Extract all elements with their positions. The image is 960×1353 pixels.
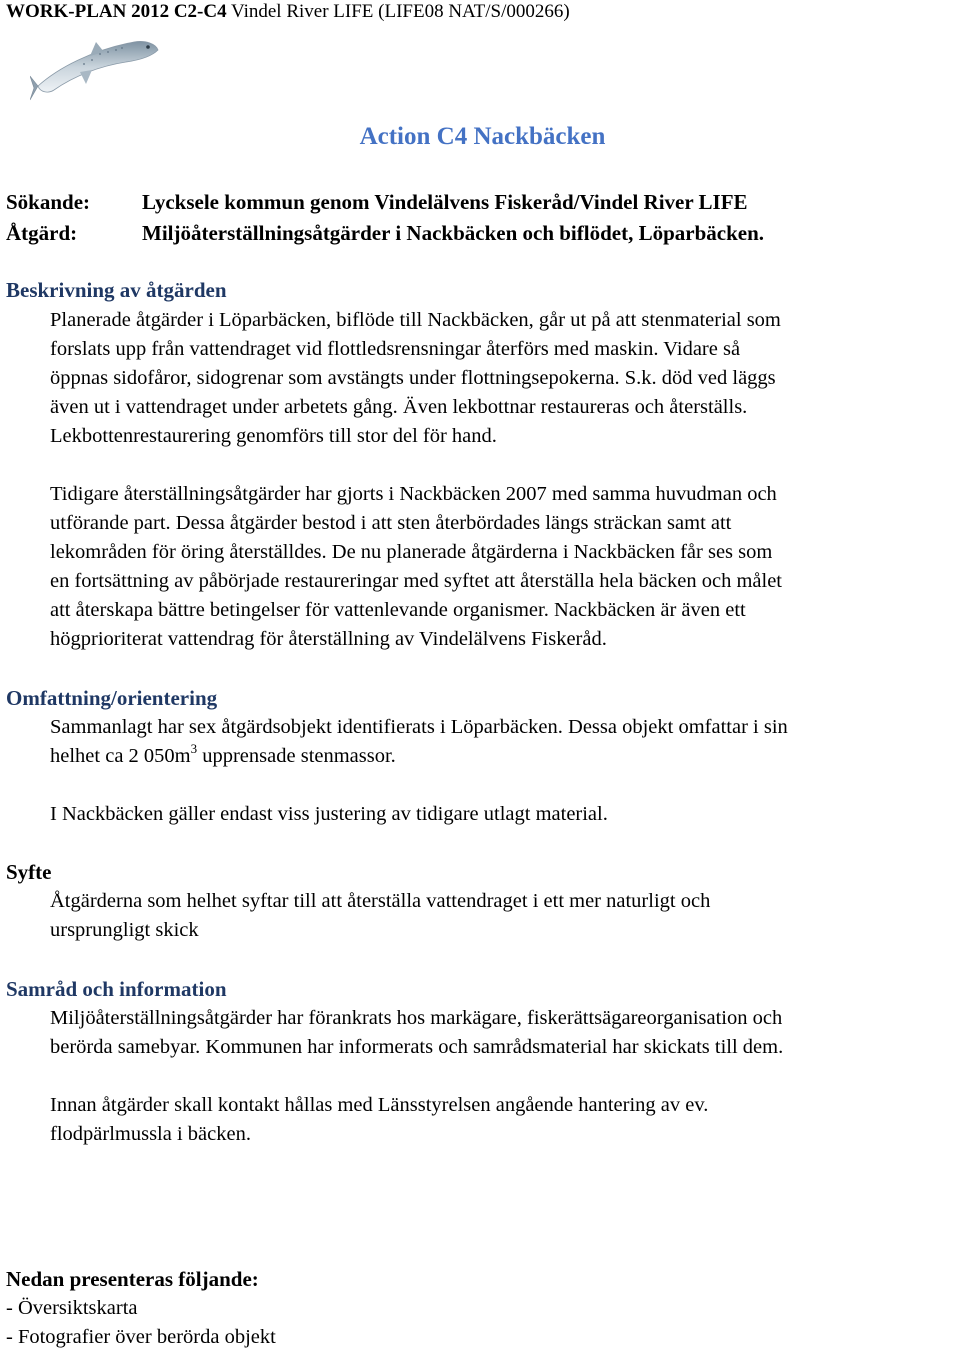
paragraph-line: en fortsättning av påbörjade restaureringar med syftet att återställa hela bäcken och målet (50, 570, 782, 592)
attachments-heading: Nedan presenteras följande: (6, 1267, 259, 1291)
paragraph-line: Lekbottenrestaurering genomförs till stor del för hand. (50, 425, 497, 447)
applicant-value: Lycksele kommun genom Vindelälvens Fiskeråd/Vindel River LIFE (142, 190, 748, 214)
scope-paragraph-2 (50, 800, 960, 829)
volume-text-tail: upprensade stenmassor. (197, 745, 396, 767)
paragraph-line: högprioriterat vattendrag för återställning av Vindelälvens Fiskeråd. (50, 628, 607, 650)
volume-text: helhet ca 2 050m (50, 745, 191, 767)
paragraph-line: Sammanlagt har sex åtgärdsobjekt identifierats i Löparbäcken. Dessa objekt omfattar i sin (50, 716, 788, 738)
description-paragraph-2 (50, 480, 960, 654)
measure-row (6, 217, 764, 249)
paragraph-line: att återskapa bättre betingelser för vattenlevande organismer. Nackbäcken är även ett (50, 599, 746, 621)
paragraph-line: lekområden för öring återställdes. De nu planerade åtgärderna i Nackbäcken får ses som (50, 541, 773, 563)
paragraph-line: Planerade åtgärder i Löparbäcken, biflöde till Nackbäcken, går ut på att stenmaterial som (50, 309, 781, 331)
scope-paragraph-1 (50, 713, 960, 771)
consultation-paragraph-2 (50, 1091, 960, 1149)
paragraph-line: öppnas sidofåror, sidogrenar som avstängts under flottningsepokerna. S.k. död ved läggs (50, 367, 776, 389)
paragraph-line: ursprungligt skick (50, 919, 199, 941)
paragraph-line: utförande part. Dessa åtgärder bestod i att sten återbördades längs sträckan samt att (50, 512, 732, 534)
scope-heading: Omfattning/orientering (6, 686, 218, 710)
applicant-row (6, 186, 748, 218)
description-heading: Beskrivning av åtgärden (6, 278, 227, 302)
description-paragraph-1 (50, 306, 960, 451)
paragraph-line: Miljöåterställningsåtgärder har förankrats hos markägare, fiskerättsägareorganisation och (50, 1007, 783, 1029)
salmon-fish-icon (30, 28, 162, 102)
measure-label: Åtgärd: (6, 221, 78, 245)
page-title: Action C4 Nackbäcken (359, 123, 606, 150)
header-plan-id: WORK-PLAN 2012 C2-C4 (6, 1, 227, 22)
header-project: Vindel River LIFE (LIFE08 NAT/S/000266) (226, 1, 570, 22)
paragraph-line: även ut i vattendraget under arbetets gång. Även lekbottnar restaureras och återställs. (50, 396, 748, 418)
document-header (6, 0, 570, 24)
list-item: - Fotografier över berörda objekt (6, 1326, 276, 1348)
attachments-list (6, 1294, 276, 1352)
paragraph-line: flodpärlmussla i bäcken. (50, 1123, 251, 1145)
consultation-paragraph-1 (50, 1004, 960, 1062)
paragraph-line: Åtgärderna som helhet syftar till att återställa vattendraget i ett mer naturligt och (50, 890, 711, 912)
paragraph-line: Tidigare återställningsåtgärder har gjorts i Nackbäcken 2007 med samma huvudman och (50, 483, 777, 505)
paragraph-line (50, 742, 960, 771)
paragraph-line: I Nackbäcken gäller endast viss justering av tidigare utlagt material. (50, 803, 608, 825)
cubic-superscript: 3 (190, 741, 198, 756)
purpose-heading: Syfte (6, 860, 52, 884)
paragraph-line: Innan åtgärder skall kontakt hållas med Länsstyrelsen angående hantering av ev. (50, 1094, 709, 1116)
purpose-paragraph (50, 887, 960, 945)
measure-value: Miljöåterställningsåtgärder i Nackbäcken och biflödet, Löparbäcken. (142, 221, 765, 245)
paragraph-line: forslats upp från vattendraget vid flottledsrensningar återförs med maskin. Vidare så (50, 338, 741, 360)
applicant-label: Sökande: (6, 190, 91, 214)
paragraph-line: berörda samebyar. Kommunen har informerats och samrådsmaterial har skickats till dem. (50, 1036, 784, 1058)
consultation-heading: Samråd och information (6, 977, 227, 1001)
list-item: - Översiktskarta (6, 1297, 138, 1319)
